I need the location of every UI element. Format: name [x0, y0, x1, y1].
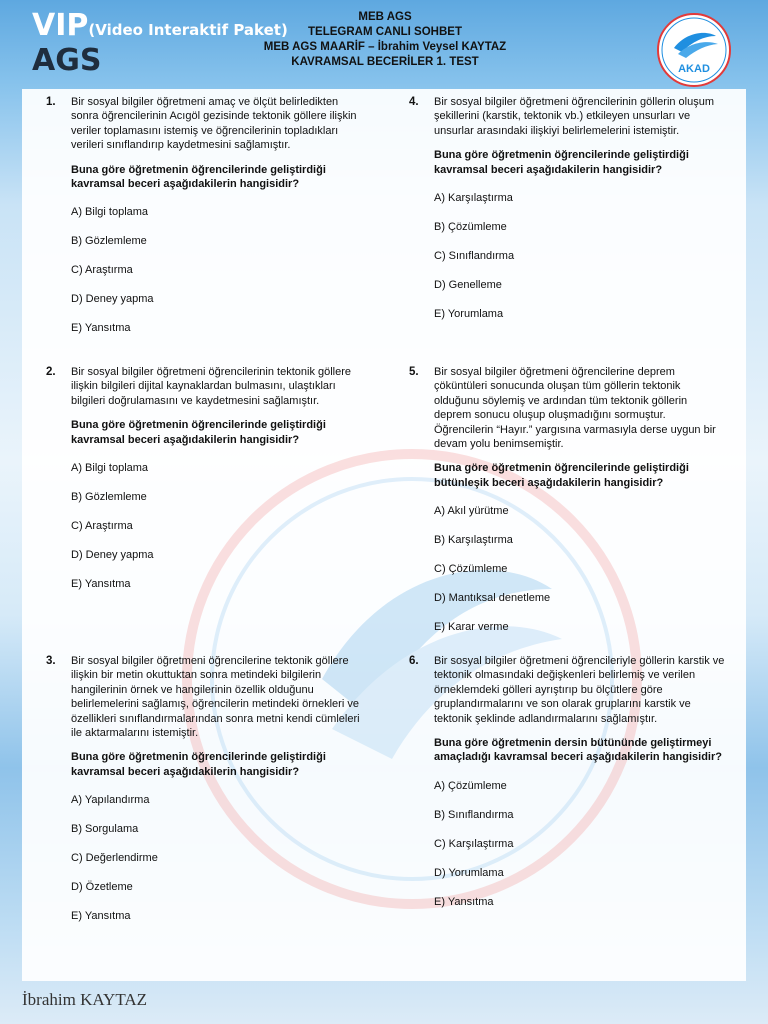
page-header	[0, 0, 768, 88]
question-number: 6.	[409, 655, 419, 667]
option-b[interactable]: B) Gözlemleme	[71, 235, 147, 248]
header-line-1: MEB AGS	[358, 11, 412, 23]
option-a[interactable]: A) Karşılaştırma	[434, 192, 513, 205]
option-e[interactable]: E) Yansıtma	[434, 895, 494, 908]
question-prompt: Buna göre öğretmenin öğrencilerinde geliştirdiği bütünleşik beceri aşağıdakilerin hangisidir?	[434, 462, 689, 489]
vip-subtitle: (Video Interaktif Paket)	[88, 21, 288, 39]
author-footer: İbrahim KAYTAZ	[22, 990, 148, 1009]
question-6	[405, 654, 725, 909]
ags-label: AGS	[32, 43, 102, 78]
option-b[interactable]: B) Sınıflandırma	[434, 808, 514, 821]
option-d[interactable]: D) Deney yapma	[71, 549, 154, 562]
option-e[interactable]: E) Yansıtma	[71, 910, 131, 923]
option-a[interactable]: A) Çözümleme	[434, 779, 507, 792]
option-c[interactable]: C) Değerlendirme	[71, 852, 158, 865]
option-b[interactable]: B) Karşılaştırma	[434, 534, 513, 547]
option-d[interactable]: D) Mantıksal denetleme	[434, 592, 551, 605]
question-number: 1.	[46, 96, 56, 108]
option-c[interactable]: C) Karşılaştırma	[434, 837, 514, 850]
question-prompt: Buna göre öğretmenin dersin bütününde geliştirmeyi amaçladığı kavramsal beceri aşağıdakilerin hangisidir?	[434, 737, 722, 764]
option-b[interactable]: B) Sorgulama	[71, 823, 139, 836]
question-4	[405, 95, 725, 365]
option-a[interactable]: A) Bilgi toplama	[71, 462, 149, 475]
question-number: 5.	[409, 366, 419, 378]
right-column	[405, 95, 725, 924]
option-e[interactable]: E) Karar verme	[434, 621, 509, 634]
option-c[interactable]: C) Araştırma	[71, 520, 133, 533]
question-stem: Bir sosyal bilgiler öğretmeni öğrencilerinin tektonik göllere ilişkin bilgileri dijital kaynaklardan bulmasını, ulaştıkları bilgileri doğrulamasını ve kaydetmesini sağlamıştır.	[71, 366, 352, 407]
option-d[interactable]: D) Genelleme	[434, 279, 502, 292]
question-prompt: Buna göre öğretmenin öğrencilerinde geliştirdiği kavramsal beceri aşağıdakilerin hangisidir?	[71, 163, 326, 191]
option-d[interactable]: D) Yorumlama	[434, 866, 504, 879]
option-a[interactable]: A) Bilgi toplama	[71, 206, 149, 219]
option-a[interactable]: A) Yapılandırma	[71, 794, 150, 807]
question-stem: Bir sosyal bilgiler öğretmeni öğrencileriyle göllerin karstik ve tektonik olmasındaki değişkenleri belirlemiş ve verilen örneklemdeki gölleri ayrıştırıp bu ölçütlere göre gruplandırmalarını ve son olarak gruplarını karstik ve tektonik şeklinde adlandırmalarını sağlamıştır.	[434, 655, 725, 725]
option-a[interactable]: A) Akıl yürütme	[434, 505, 509, 518]
question-prompt: Buna göre öğretmenin öğrencilerinde geliştirdiği kavramsal beceri aşağıdakilerin hangisidir?	[71, 419, 326, 446]
question-stem: Bir sosyal bilgiler öğretmeni öğrencilerine deprem çöküntüleri sonucunda oluşan tüm göllerin tektonik olduğunu söylemiş ve ardından tüm tektonik göllerin deprem sonucu oluşup oluşmadığını sormuştur. Öğrencilerin “Hayır.” yargısına varmasıyla derse uygun bir devam yolu benimsemiştir.	[434, 366, 716, 451]
question-stem: Bir sosyal bilgiler öğretmeni amaç ve ölçüt belirledikten sonra öğrencilerinin Acıgöl gezisinde tektonik göllere ilişkin veriler toplamasını istemiş ve öğrencilerinin topladıkları verileri sınıflandırıp kaydetmesini sağlamıştır.	[71, 96, 357, 152]
question-stem: Bir sosyal bilgiler öğretmeni öğrencilerinin göllerin oluşum şekillerini (karstik, tektonik vb.) etkileyen unsurları ve unsurlar arasındaki ilişkiyi belirlemelerini istemiştir.	[434, 96, 715, 137]
option-e[interactable]: E) Yorumlama	[434, 308, 504, 321]
question-1	[42, 95, 362, 365]
vip-label: VIP	[32, 8, 89, 43]
option-d[interactable]: D) Deney yapma	[71, 293, 154, 306]
option-e[interactable]: E) Yansıtma	[71, 322, 131, 335]
option-c[interactable]: C) Sınıflandırma	[434, 250, 515, 263]
question-5	[405, 365, 725, 654]
question-prompt: Buna göre öğretmenin öğrencilerinde geliştirdiği kavramsal beceri aşağıdakilerin hangisidir?	[434, 149, 689, 176]
question-3	[42, 654, 362, 924]
test-sheet	[22, 89, 746, 981]
option-b[interactable]: B) Çözümleme	[434, 221, 507, 234]
question-number: 2.	[46, 366, 56, 378]
option-d[interactable]: D) Özetleme	[71, 881, 133, 894]
header-titles	[230, 10, 540, 70]
question-number: 4.	[409, 96, 419, 108]
option-e[interactable]: E) Yansıtma	[71, 578, 131, 591]
left-column	[42, 95, 362, 938]
question-number: 3.	[46, 655, 56, 667]
option-c[interactable]: C) Araştırma	[71, 264, 133, 277]
header-line-3: MEB AGS MAARİF – İbrahim Veysel KAYTAZ	[263, 41, 507, 53]
question-2	[42, 365, 362, 654]
logo-text: AKAD	[678, 63, 710, 75]
question-stem: Bir sosyal bilgiler öğretmeni öğrencilerine tektonik göllere ilişkin bir metin okuttuktan sonra metindeki bilgilerin hangilerinin örnek ve hangilerinin özellik olduğunu belirlemelerini sağlamış, öğrencilerin metindeki örnekleri ve özellikleri sınıflandırmalarından sonra metni kendi cümleleri ile aktarmalarını istemiştir.	[71, 655, 360, 740]
header-line-2: TELEGRAM CANLI SOHBET	[308, 26, 462, 38]
header-line-4: KAVRAMSAL BECERİLER 1. TEST	[291, 56, 479, 68]
option-b[interactable]: B) Gözlemleme	[71, 491, 147, 504]
option-c[interactable]: C) Çözümleme	[434, 563, 508, 576]
question-prompt: Buna göre öğretmenin öğrencilerinde geliştirdiği kavramsal beceri aşağıdakilerin hangisidir?	[71, 751, 326, 778]
akad-logo	[656, 12, 732, 88]
